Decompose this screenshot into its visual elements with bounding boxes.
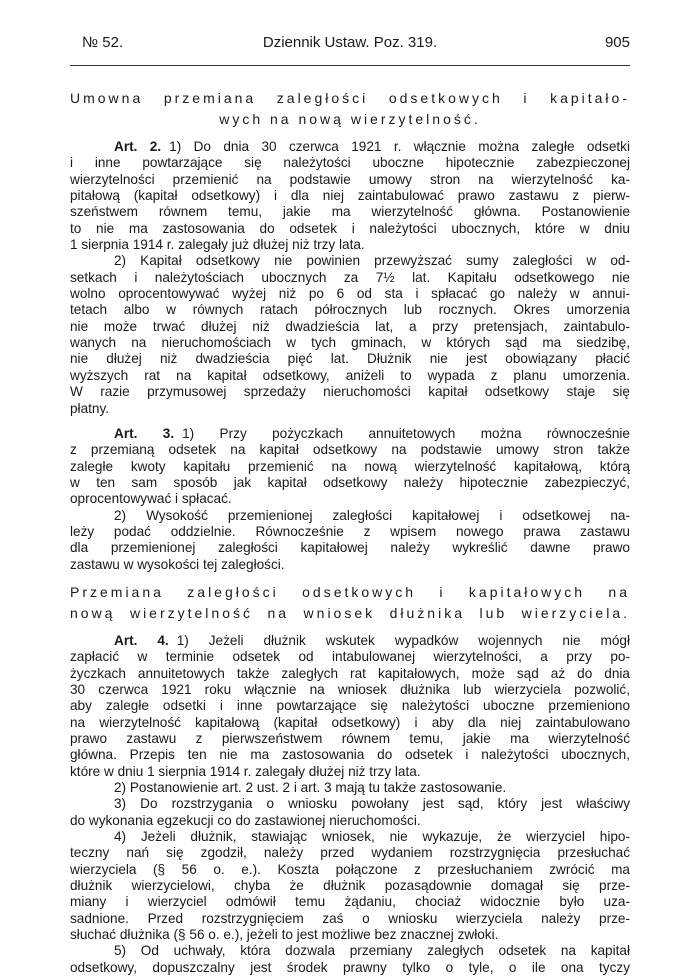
text-line: [70, 911, 630, 927]
issue-number: № 52.: [82, 34, 124, 51]
paragraph: [70, 139, 630, 253]
line-text: teczny nań się zgodził, należy przed wydaniem rozstrzygnięcia przesłuchać: [70, 845, 630, 861]
text-line: [70, 426, 630, 442]
line-text: 5) Od uchwały, która dozwala przemiany zaległych odsetek na kapitał: [114, 943, 630, 959]
paragraph: [70, 780, 630, 796]
line-text: 30 czerwca 1921 roku włącznie na wniosek dłużnika lub wierzyciela pozwolić,: [70, 681, 630, 697]
line-text: życzkach annuitetowych także zaległych rat kapitałowych, może sąd aż do dnia: [70, 665, 630, 681]
text-line: [70, 475, 630, 491]
article-label: Art. 2.: [114, 139, 162, 154]
text-line: [70, 829, 630, 845]
line-text: w ten sam sposób jak kapitał odsetkowy należy hipotecznie zabezpieczyć,: [70, 474, 630, 490]
text-line: [70, 368, 630, 384]
text-line: [70, 442, 630, 458]
paragraph: [70, 426, 630, 508]
line-text: miany i wierzyciel odmówił temu żądaniu, chociaż widocznie było uza-: [70, 894, 630, 910]
text-line: [70, 796, 630, 812]
paragraph: [70, 253, 630, 416]
text-line: [70, 109, 630, 130]
line-text: dla przemienionej zaległości kapitałowej należy wykreślić dawne prawo: [70, 540, 630, 556]
text-line: [70, 88, 630, 109]
line-text: sadnione. Przed rozstrzygnięciem zaś o wniosku wierzyciela należy prze-: [70, 910, 630, 926]
section-heading: [70, 582, 630, 624]
text-line: [70, 491, 630, 507]
line-text: leży podać oddzielnie. Równocześnie z wpisem nowego prawa zastawu: [70, 523, 630, 539]
line-text: setkach i należytościach ubocznych za 7½ lat. Kapitału odsetkowego nie: [70, 269, 630, 285]
paragraph: [70, 508, 630, 573]
line-text: to nie ma zastosowania do odsetek i należytości ubocznych, które w dniu: [70, 220, 630, 236]
text-line: [70, 401, 630, 417]
text-line: [70, 139, 630, 155]
text-line: [70, 633, 630, 649]
section-heading: [70, 88, 630, 130]
line-text: 1) Przy pożyczkach annuitetowych można równocześnie: [182, 425, 630, 441]
text-line: [70, 862, 630, 878]
text-line: [70, 204, 630, 220]
text-line: [70, 286, 630, 302]
line-text: zapłacić w terminie odsetek od intabulowanej wierzytelności, a przy po-: [70, 649, 630, 665]
journal-title: Dziennik Ustaw. Poz. 319.: [262, 34, 438, 51]
text-line: [70, 221, 630, 237]
line-text: wierzyciela (§ 56 o. e.). Koszta połączone z przesłuchaniem zwrócić ma: [70, 861, 630, 877]
text-line: [70, 715, 630, 731]
text-line: [70, 557, 630, 573]
article-label: Art. 4.: [114, 632, 169, 648]
line-text: 3) Do rozstrzygania o wniosku powołany jest sąd, który jest właściwy: [114, 796, 630, 812]
text-line: [70, 188, 630, 204]
page-header: [70, 34, 630, 54]
text-line: [70, 237, 630, 253]
text-line: [70, 540, 630, 556]
line-text: odsetkowy, dopuszczalny jest środek prawny tylko o tyle, o ile ona tyczy: [70, 959, 630, 975]
line-text: Umowna przemiana zaległości odsetkowych i kapitało-: [70, 90, 630, 106]
text-line: [70, 319, 630, 335]
line-text: oprocentowywać i spłacać.: [70, 491, 232, 507]
line-text: aby zaległe odsetki i inne powtarzające się należytości uboczne przemieniono: [70, 698, 630, 714]
text-line: [70, 731, 630, 747]
line-text: 4) Jeżeli dłużnik, stawiając wniosek, nie wykazuje, że wierzyciel hipo-: [114, 829, 630, 845]
line-text: słuchać dłużnika (§ 56 o. e.), jeżeli to jest możliwe bez znacznej zwłoki.: [70, 927, 499, 943]
text-line: [70, 813, 630, 829]
line-text: wierzytelności przemienić na podstawie umowy stron na wierzytelność ka-: [70, 171, 630, 187]
line-text: dłużnik wierzycielowi, chyba że dłużnik pozasądownie domagał się prze-: [70, 878, 630, 894]
text-line: [70, 582, 630, 603]
text-line: [70, 508, 630, 524]
line-text: nie może trwać dłużej niż dwadzieścia lat, a przy pretensjach, zaintabulo-: [70, 318, 630, 334]
line-text: wolno oprocentowywać wyżej niż po 6 od sta i spłacać go należy w annui-: [70, 286, 630, 302]
text-line: [70, 780, 630, 796]
text-line: [70, 894, 630, 910]
line-text: płatny.: [70, 400, 110, 416]
line-text: tetach albo w równych ratach półrocznych lub rocznych. Okres umorzenia: [70, 302, 630, 318]
text-line: [70, 459, 630, 475]
line-text: wych na nową wierzytelność.: [219, 111, 481, 127]
text-line: [70, 666, 630, 682]
line-text: Przemiana zaległości odsetkowych i kapitałowych na: [70, 583, 630, 600]
text-line: [70, 878, 630, 894]
paragraph: [70, 633, 630, 780]
line-text: W razie przymusowej sprzedaży nieruchomości kapitał odsetkowy staje się: [70, 384, 630, 400]
paragraph: [70, 943, 630, 976]
text-line: [70, 351, 630, 367]
header-rule: [70, 65, 630, 66]
line-text: 1) Jeżeli dłużnik wskutek wypadków wojennych nie mógł: [176, 632, 630, 648]
text-line: [70, 649, 630, 665]
line-text: nie dłużej niż dwadzieścia pięć lat. Dłużnik nie jest obowiązany płacić: [70, 351, 630, 367]
line-text: pitałową (kapitał odsetkowy) i dla niej zaintabulować prawo zastawu z pierw-: [70, 188, 630, 204]
line-text: na wierzytelność kapitałową (kapitał odsetkowy) i aby dla niej zaintabulowano: [70, 714, 630, 730]
line-text: 1) Do dnia 30 czerwca 1921 r. włącznie można zaległe odsetki: [169, 139, 630, 154]
text-line: [70, 960, 630, 976]
line-text: i inne powtarzające się należytości uboczne hipotecznie zabezpieczonej: [70, 155, 630, 171]
page-number: 905: [604, 34, 630, 51]
text-line: [70, 698, 630, 714]
line-text: główna. Przepis ten nie ma zastosowania do odsetek i należytości ubocznych,: [70, 747, 630, 763]
line-text: zastawu w wysokości tej zaległości.: [70, 556, 285, 572]
line-text: wanych na nieruchomościach w tych gminach, w których sąd ma siedzibę,: [70, 335, 630, 351]
line-text: 2) Postanowienie art. 2 ust. 2 i art. 3 mają tu także zastosowanie.: [114, 780, 507, 796]
line-text: które w dniu 1 sierpnia 1914 r. zalegały dłużej niż trzy lata.: [70, 763, 421, 779]
line-text: do wykonania egzekucji co do zastawionej nieruchomości.: [70, 812, 421, 828]
line-text: 2) Kapitał odsetkowy nie powinien przewyższać sumy zaległości w od-: [114, 253, 630, 269]
text-line: [70, 155, 630, 171]
text-line: [70, 384, 630, 400]
article-label: Art. 3.: [114, 425, 175, 441]
text-line: [70, 302, 630, 318]
text-line: [70, 682, 630, 698]
line-text: prawo zastawu z pierwszeństwem równem temu, jakie ma wierzytelność: [70, 731, 630, 746]
text-line: [70, 335, 630, 351]
text-line: [70, 927, 630, 943]
line-text: 1 sierpnia 1914 r. zalegały już dłużej niż trzy lata.: [70, 237, 365, 253]
text-line: [70, 270, 630, 286]
line-text: szeństwem równem temu, jakie ma wierzytelność główna. Postanowienie: [70, 204, 630, 220]
text-line: [70, 764, 630, 780]
text-line: [70, 747, 630, 763]
line-text: z przemianą odsetek na kapitał odsetkowy na podstawie umowy stron także: [70, 442, 630, 458]
text-line: [70, 172, 630, 188]
text-line: [70, 943, 630, 959]
paragraph: [70, 829, 630, 943]
text-line: [70, 603, 630, 624]
line-text: zaległe kwoty kapitału przemienić na nową wierzytelność kapitałową, którą: [70, 458, 630, 474]
document-body: [70, 88, 630, 976]
text-line: [70, 845, 630, 861]
line-text: nową wierzytelność na wniosek dłużnika lub wierzyciela.: [70, 604, 630, 621]
line-text: 2) Wysokość przemienionej zaległości kapitałowej i odsetkowej na-: [114, 507, 630, 523]
paragraph: [70, 796, 630, 829]
line-text: wyższych rat na kapitał odsetkowy, aniżeli to wypada z planu umorzenia.: [70, 367, 630, 383]
text-line: [70, 524, 630, 540]
text-line: [70, 253, 630, 269]
